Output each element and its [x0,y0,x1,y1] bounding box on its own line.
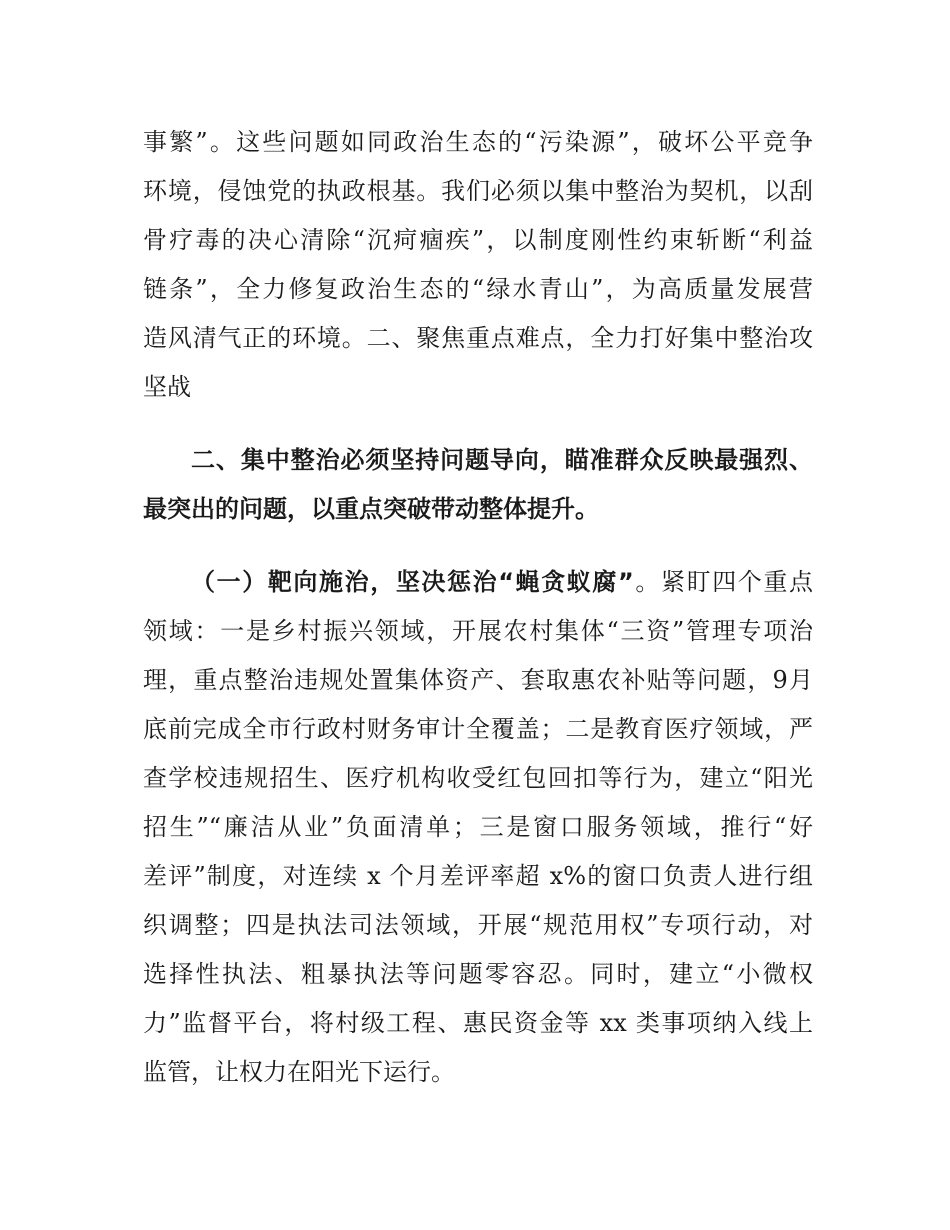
subsection-text: 。紧盯四个重点 [633,568,814,596]
text-line: 差评”制度，对连续 x 个月差评率超 x%的窗口负责人进行组 [143,862,813,890]
paragraph-gap [143,412,813,436]
paragraph-subsection-1 [143,558,813,1097]
document-body [143,118,813,1097]
text-line: 监管，让权力在阳光下运行。 [143,1058,455,1086]
heading-line: 最突出的问题，以重点突破带动整体提升。 [143,495,599,523]
text-line: 理，重点整治违规处置集体资产、套取惠农补贴等问题，9月 [143,666,813,694]
text-line: 造风清气正的环境。二、聚焦重点难点，全力打好集中整治攻 [143,324,813,352]
text-line: 选择性执法、粗暴执法等问题零容忍。同时，建立“小微权 [143,960,813,988]
text-line: 织调整；四是执法司法领域，开展“规范用权”专项行动，对 [143,911,813,939]
text-line: 环境，侵蚀党的执政根基。我们必须以集中整治为契机，以刮 [143,177,813,205]
text-line: 事繁”。这些问题如同政治生态的“污染源”，破坏公平竞争 [143,128,813,156]
subsection-title: （一）靶向施治，坚决惩治“蝇贪蚁腐” [191,568,634,596]
text-line: 招生”“廉洁从业”负面清单；三是窗口服务领域，推行“好 [143,813,813,841]
text-line: 坚战 [143,373,191,401]
heading-line: 二、集中整治必须坚持问题导向，瞄准群众反映最强烈、 [191,446,813,474]
text-line: 领域：一是乡村振兴领域，开展农村集体“三资”管理专项治 [143,617,813,645]
paragraph-gap [143,534,813,558]
text-line: 链条”，全力修复政治生态的“绿水青山”，为高质量发展营 [143,275,813,303]
text-line: 查学校违规招生、医疗机构收受红包回扣等行为，建立“阳光 [143,764,813,792]
text-line [143,558,813,607]
text-line: 底前完成全市行政村财务审计全覆盖；二是教育医疗领域，严 [143,715,813,743]
text-line: 骨疗毒的决心清除“沉疴痼疾”，以制度刚性约束斩断“利益 [143,226,813,254]
paragraph-continuation [143,118,813,412]
section-heading [143,436,813,534]
text-line: 力”监督平台，将村级工程、惠民资金等 xx 类事项纳入线上 [143,1009,813,1037]
